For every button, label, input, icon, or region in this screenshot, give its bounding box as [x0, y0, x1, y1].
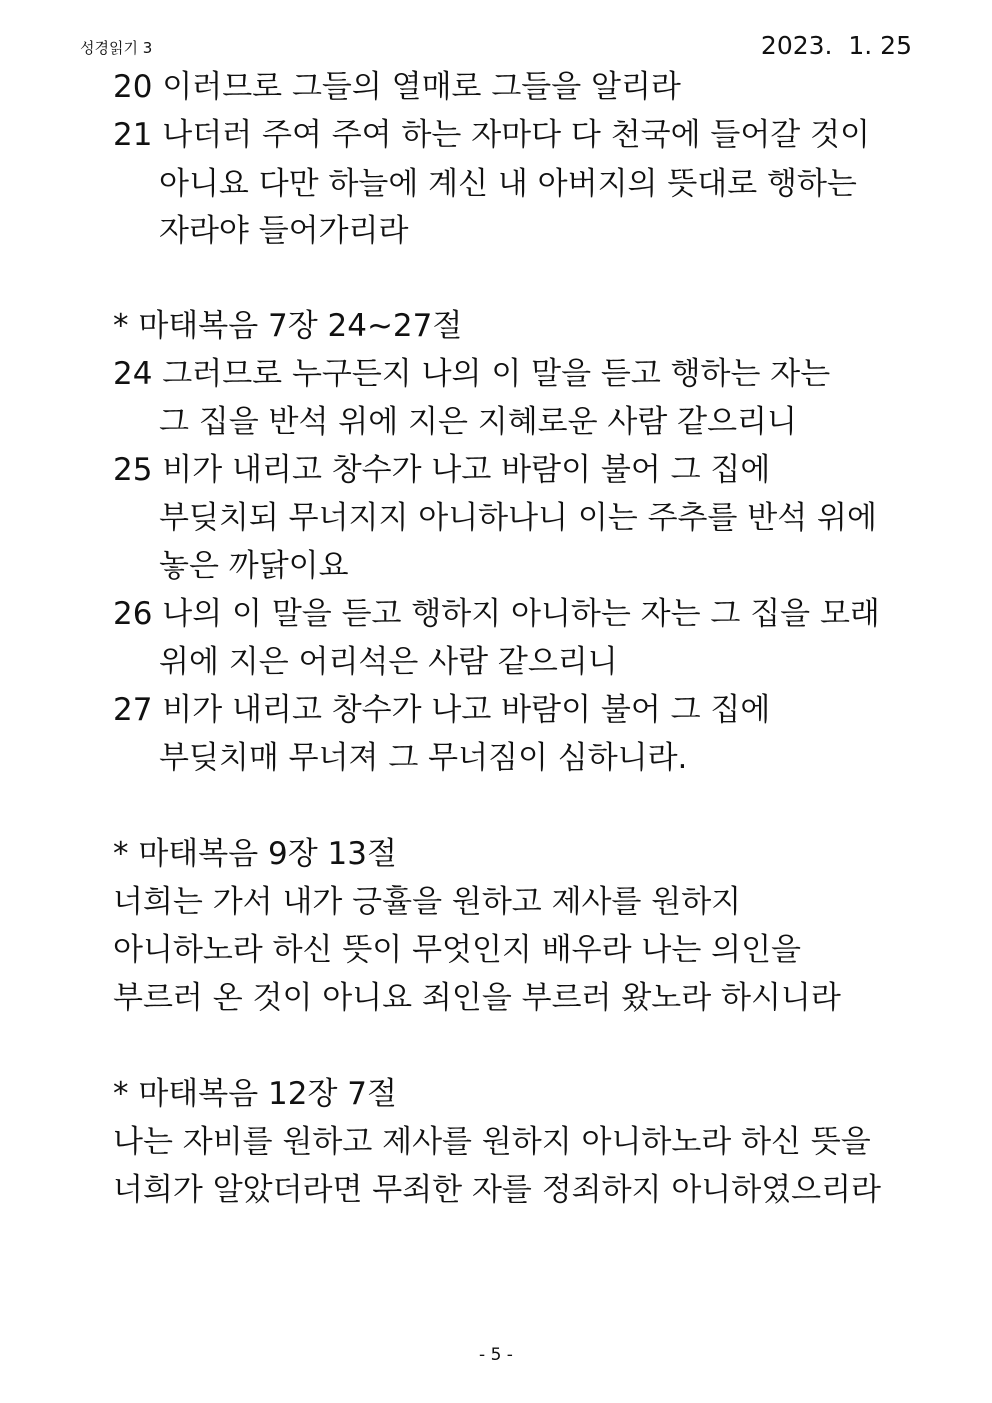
page-number: - 5 - [479, 1345, 513, 1365]
verse-line: 부르러 온 것이 아니요 죄인을 부르러 왔노라 하시니라 [113, 980, 841, 1016]
document-date: 2023. 1. 25 [760, 31, 912, 60]
verse-line: 너희가 알았더라면 무죄한 자를 정죄하지 아니하였으리라 [113, 1172, 881, 1208]
verse-line: 아니하노라 하신 뜻이 무엇인지 배우라 나는 의인을 [113, 932, 801, 968]
verse-continuation-line: 그 집을 반석 위에 지은 지혜로운 사람 같으리니 [159, 404, 797, 440]
verse-continuation-line: 부딪치매 무너져 그 무너짐이 심하니라. [159, 740, 688, 776]
document-title: 성경읽기 3 [80, 39, 153, 57]
verse-line-26: 26 나의 이 말을 듣고 행하지 아니하는 자는 그 집을 모래 [113, 596, 880, 632]
verse-line-27: 27 비가 내리고 창수가 나고 바람이 불어 그 집에 [113, 692, 771, 728]
verse-line-21: 21 나더러 주여 주여 하는 자마다 다 천국에 들어갈 것이 [113, 117, 870, 153]
verse-continuation-line: 아니요 다만 하늘에 계신 내 아버지의 뜻대로 행하는 [159, 166, 857, 202]
verse-line-20: 20 이러므로 그들의 열매로 그들을 알리라 [113, 69, 681, 105]
verse-continuation-line: 위에 지은 어리석은 사람 같으리니 [159, 644, 618, 680]
section-heading-matthew-7: * 마태복음 7장 24~27절 [113, 308, 463, 344]
verse-line-25: 25 비가 내리고 창수가 나고 바람이 불어 그 집에 [113, 452, 771, 488]
verse-line-24: 24 그러므로 누구든지 나의 이 말을 듣고 행하는 자는 [113, 356, 831, 392]
verse-line: 나는 자비를 원하고 제사를 원하지 아니하노라 하신 뜻을 [113, 1124, 871, 1160]
verse-continuation-line: 놓은 까닭이요 [159, 548, 349, 584]
verse-continuation-line: 부딪치되 무너지지 아니하나니 이는 주추를 반석 위에 [159, 500, 877, 536]
verse-line: 너희는 가서 내가 긍휼을 원하고 제사를 원하지 [113, 884, 742, 920]
verse-continuation-line: 자라야 들어가리라 [159, 213, 409, 249]
section-heading-matthew-9: * 마태복음 9장 13절 [113, 836, 397, 872]
section-heading-matthew-12: * 마태복음 12장 7절 [113, 1076, 397, 1112]
